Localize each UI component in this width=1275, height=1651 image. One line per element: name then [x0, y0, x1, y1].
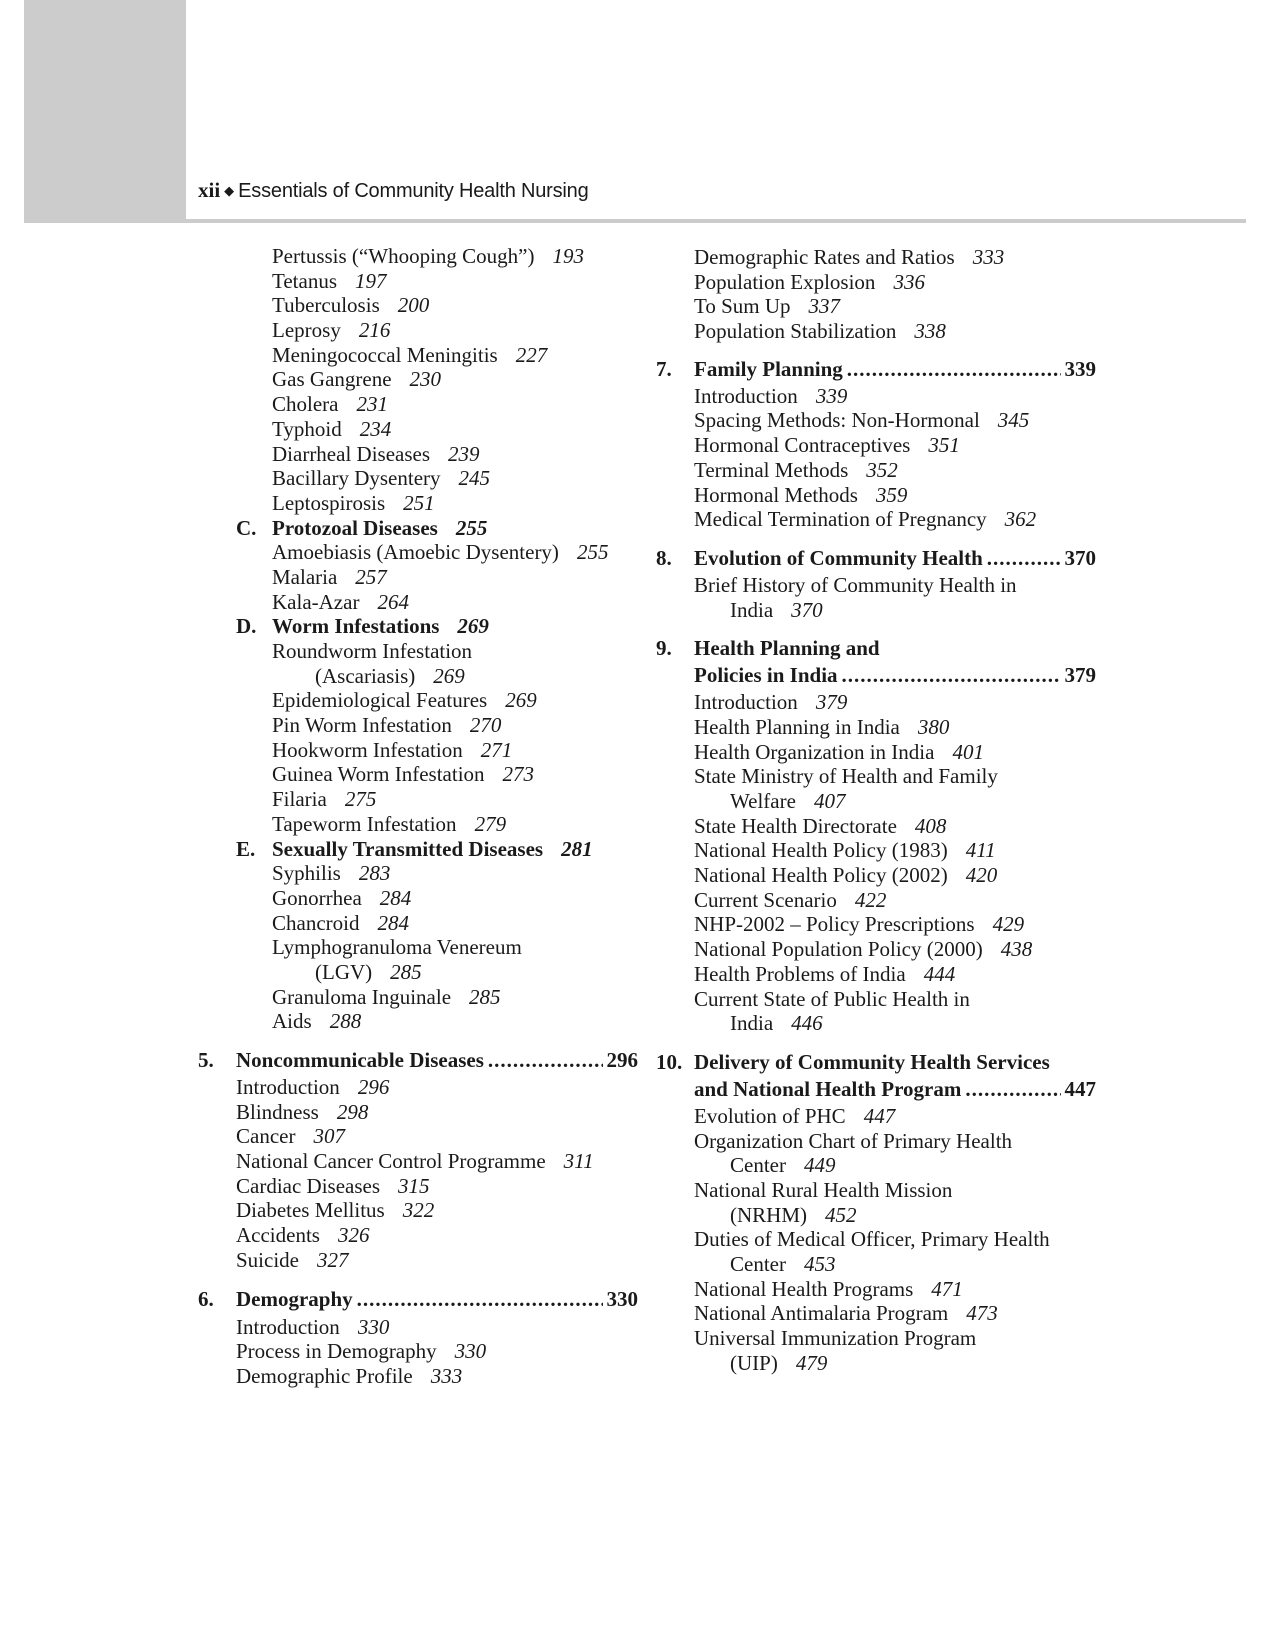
entry-title: Typhoid [272, 416, 342, 441]
section-title: Sexually Transmitted Diseases [272, 836, 544, 861]
chapter-6-continued-entries [656, 244, 1096, 343]
section-d-entries [198, 688, 638, 836]
toc-entry [656, 408, 1096, 433]
entry-title: Center [730, 1153, 786, 1178]
entry-title: Population Stabilization [694, 319, 897, 344]
entry-title: Roundworm Infestation [272, 639, 473, 663]
entry-title: Accidents [236, 1223, 320, 1248]
toc-entry [198, 713, 638, 738]
entry-title: (LGV) [315, 959, 373, 984]
entry-title: Diarrheal Diseases [272, 441, 431, 466]
toc-entry [198, 861, 638, 886]
entry-page: 471 [931, 1276, 963, 1301]
toc-entry-line2 [656, 1153, 1096, 1178]
entry-title: National Rural Health Mission [694, 1177, 953, 1202]
entry-page: 285 [390, 959, 422, 984]
entry-title: National Health Policy (1983) [694, 838, 948, 863]
entry-title: Medical Termination of Pregnancy [694, 507, 987, 532]
entry-title: Meningococcal Meningitis [272, 342, 498, 367]
toc-entry [198, 1198, 638, 1223]
toc-entry [198, 343, 638, 368]
toc-entry-line1 [656, 1129, 1096, 1154]
entry-title: Syphilis [272, 861, 341, 886]
toc-entry [656, 507, 1096, 532]
chapter-page: 296 [606, 1048, 638, 1072]
entry-page: 296 [357, 1075, 390, 1099]
dot-leader [357, 1287, 603, 1312]
chapter-9-entries-b [656, 814, 1096, 987]
toc-entry [198, 491, 638, 516]
entry-page: 473 [966, 1301, 998, 1326]
entry-page: 333 [430, 1363, 463, 1388]
entry-title: Guinea Worm Infestation [272, 762, 485, 787]
entry-page: 420 [965, 863, 998, 888]
toc-entry-line2 [656, 1252, 1096, 1277]
entry-title: (NRHM) [730, 1202, 807, 1227]
section-e-entries-2 [198, 985, 638, 1034]
entry-title: Amoebiasis (Amoebic Dysentery) [272, 540, 559, 565]
entry-page: 401 [952, 739, 984, 764]
toc-entry [656, 384, 1096, 409]
entry-title: Cardiac Diseases [236, 1173, 381, 1198]
entry-title: India [730, 1011, 774, 1036]
entry-title: Malaria [272, 564, 338, 589]
toc-entry [656, 1301, 1096, 1326]
toc-left-column [198, 244, 638, 1388]
toc-entry-line2 [656, 1351, 1096, 1376]
toc-entry [198, 1149, 638, 1174]
entry-title: National Population Policy (2000) [694, 937, 983, 962]
entry-title: Gonorrhea [272, 885, 362, 910]
entry-title: Evolution of PHC [694, 1103, 846, 1128]
chapter-page: 339 [1064, 356, 1096, 381]
chapter-7-entries [656, 384, 1096, 532]
entry-page: 326 [337, 1223, 370, 1248]
entry-page: 288 [329, 1009, 362, 1034]
chapter-number: 6. [198, 1286, 214, 1311]
section-letter: C. [236, 515, 257, 540]
entry-page: 255 [576, 540, 609, 565]
entry-title: Bacillary Dysentery [272, 466, 441, 491]
toc-entry [656, 293, 1096, 318]
toc-entry-line1 [656, 1326, 1096, 1351]
entry-title: Blindness [236, 1099, 319, 1124]
entry-page: 285 [469, 984, 501, 1009]
toc-entry [656, 838, 1096, 863]
section-c-entries [198, 540, 638, 614]
toc-entry [198, 1314, 638, 1339]
toc-entry-line1 [656, 987, 1096, 1012]
toc-entry [198, 1075, 638, 1100]
entry-page: 311 [563, 1149, 594, 1174]
entry-title: Pertussis (“Whooping Cough”) [272, 244, 535, 268]
chapter-number: 9. [656, 636, 672, 661]
entry-title: Demographic Profile [236, 1363, 413, 1388]
entry-title: Current Scenario [694, 887, 837, 912]
entry-title: National Health Policy (2002) [694, 863, 948, 888]
entry-title: State Health Directorate [694, 813, 897, 838]
entry-page: 273 [502, 762, 535, 787]
toc-entry [198, 466, 638, 491]
entry-title: Hormonal Methods [694, 482, 858, 507]
dot-leader [965, 1077, 1060, 1102]
entry-title: National Health Programs [694, 1276, 914, 1301]
entry-title: Leprosy [272, 318, 341, 343]
entry-title: Hormonal Contraceptives [694, 433, 911, 458]
entry-page: 330 [357, 1314, 390, 1339]
entry-page: 234 [359, 416, 392, 441]
dot-leader [842, 663, 1061, 688]
entry-title: (UIP) [730, 1350, 778, 1375]
toc-entry [198, 812, 638, 837]
entry-title: Organization Chart of Primary Health [694, 1128, 1013, 1153]
toc-entry [656, 1277, 1096, 1302]
chapter-heading-5 [198, 1048, 638, 1075]
toc-entry-line2 [656, 598, 1096, 623]
entry-title: Center [730, 1252, 786, 1276]
entry-page: 227 [515, 342, 548, 367]
entry-title: Cholera [272, 392, 339, 417]
chapter-heading-10-line2 [656, 1077, 1096, 1104]
chapter-6-entries [198, 1314, 638, 1388]
entry-page: 230 [409, 367, 442, 392]
toc-entry [198, 1223, 638, 1248]
toc-entry [656, 433, 1096, 458]
chapter-10-entries [656, 1277, 1096, 1326]
entry-title: Kala-Azar [272, 589, 360, 614]
chapter-number: 7. [656, 356, 672, 381]
entry-page: 315 [398, 1173, 430, 1198]
section-page: 255 [455, 515, 488, 540]
toc-entry [198, 911, 638, 936]
chapter-number: 10. [656, 1049, 683, 1074]
entry-page: 284 [377, 910, 409, 935]
entry-page: 449 [803, 1153, 836, 1178]
entry-page: 216 [358, 318, 391, 343]
toc-entry [198, 1100, 638, 1125]
entry-page: 422 [854, 887, 887, 912]
chapter-title: Family Planning [694, 356, 843, 381]
chapter-heading-10 [656, 1050, 1096, 1077]
entry-page: 269 [433, 663, 465, 688]
toc-entry [198, 590, 638, 615]
entry-title: Hookworm Infestation [272, 737, 463, 762]
entry-page: 359 [875, 482, 908, 507]
entry-title: National Cancer Control Programme [236, 1149, 546, 1174]
toc-entry [198, 762, 638, 787]
toc-entry [656, 863, 1096, 888]
toc-entry [198, 787, 638, 812]
toc-entry [198, 1338, 638, 1363]
entry-title: Introduction [236, 1314, 340, 1339]
entry-page: 370 [791, 597, 823, 622]
toc-entry [198, 985, 638, 1010]
entry-page: 239 [448, 441, 480, 466]
entry-page: 407 [813, 789, 846, 813]
header-gray-block [24, 0, 186, 223]
toc-entry [198, 1009, 638, 1034]
toc-entry [198, 565, 638, 590]
entry-page: 245 [458, 466, 491, 491]
entry-page: 447 [863, 1103, 896, 1128]
entry-page: 429 [992, 912, 1025, 937]
toc-entry [198, 417, 638, 442]
entry-page: 338 [914, 319, 946, 344]
entry-title: Introduction [236, 1075, 340, 1099]
section-letter: E. [236, 836, 256, 861]
toc-entry-line2 [656, 789, 1096, 814]
toc-entry [656, 937, 1096, 962]
toc-entry [198, 1363, 638, 1388]
entry-page: 352 [866, 457, 898, 482]
entry-title: Cancer [236, 1124, 296, 1149]
toc-entry-line1 [656, 1227, 1096, 1252]
toc-entry-line1 [198, 935, 638, 960]
dot-leader [987, 546, 1061, 571]
entry-page: 193 [552, 244, 584, 268]
chapter-number: 5. [198, 1048, 214, 1072]
entry-page: 200 [397, 293, 430, 318]
entry-page: 345 [997, 408, 1030, 433]
entry-title: Health Problems of India [694, 961, 906, 986]
entry-page: 283 [358, 861, 391, 886]
entry-title: Current State of Public Health in [694, 986, 970, 1011]
chapter-title-line1: Health Planning and [694, 636, 880, 661]
toc-entry-line1 [198, 639, 638, 664]
entry-title: Gas Gangrene [272, 367, 392, 392]
entry-title: Leptospirosis [272, 490, 386, 515]
entry-title: Suicide [236, 1247, 299, 1272]
entry-title: Welfare [730, 789, 796, 813]
entry-title: Health Planning in India [694, 714, 900, 739]
entry-title: Terminal Methods [694, 457, 849, 482]
toc-entry [198, 1248, 638, 1273]
chapter-number: 8. [656, 545, 672, 570]
entry-page: 351 [928, 433, 960, 458]
chapter-page: 379 [1064, 663, 1096, 688]
toc-entry [656, 740, 1096, 765]
toc-entry [656, 318, 1096, 343]
toc-entry [656, 690, 1096, 715]
toc-entry [656, 269, 1096, 294]
toc-entry [198, 886, 638, 911]
entry-page: 453 [803, 1252, 836, 1276]
entry-page: 279 [474, 811, 507, 836]
entry-title: (Ascariasis) [315, 663, 416, 688]
section-b-entries [198, 244, 638, 516]
toc-entry [198, 1174, 638, 1199]
entry-title: NHP-2002 – Policy Prescriptions [694, 912, 975, 937]
entry-page: 337 [808, 294, 841, 319]
section-page: 269 [457, 614, 489, 639]
toc-entry [656, 814, 1096, 839]
chapter-page: 330 [606, 1286, 638, 1311]
chapter-title-line2: and National Health Program [694, 1076, 962, 1101]
toc-entry [656, 483, 1096, 508]
toc-entry [198, 688, 638, 713]
book-title: Essentials of Community Health Nursing [238, 180, 589, 202]
entry-title: Population Explosion [694, 269, 876, 294]
section-title: Protozoal Diseases [272, 515, 438, 540]
entry-page: 251 [403, 490, 435, 515]
chapter-9-entries-a [656, 690, 1096, 764]
entry-page: 379 [815, 690, 848, 715]
toc-entry [198, 318, 638, 343]
toc-entry-line1 [656, 1178, 1096, 1203]
toc-entry [198, 392, 638, 417]
entry-title: Granuloma Inguinale [272, 984, 452, 1009]
section-title: Worm Infestations [272, 614, 440, 639]
entry-page: 231 [356, 392, 388, 417]
toc-entry [198, 1124, 638, 1149]
entry-page: 275 [344, 787, 377, 812]
section-e-entries [198, 861, 638, 935]
entry-page: 327 [317, 1247, 349, 1272]
entry-page: 298 [336, 1099, 369, 1124]
toc-right-column [656, 244, 1096, 1375]
toc-entry [198, 540, 638, 565]
entry-page: 362 [1004, 507, 1037, 532]
toc-entry-line1 [656, 573, 1096, 598]
section-heading-d [198, 614, 638, 639]
entry-title: Tetanus [272, 268, 338, 293]
entry-title: Demographic Rates and Ratios [694, 245, 955, 269]
entry-page: 270 [469, 713, 502, 738]
entry-page: 452 [825, 1202, 857, 1227]
entry-page: 339 [815, 383, 848, 408]
entry-title: National Antimalaria Program [694, 1301, 949, 1326]
entry-title: Universal Immunization Program [694, 1326, 977, 1351]
entry-page: 380 [917, 714, 950, 739]
entry-title: Health Organization in India [694, 739, 935, 764]
toc-entry [656, 888, 1096, 913]
toc-entry [198, 738, 638, 763]
section-heading-e [198, 837, 638, 862]
entry-page: 438 [1000, 937, 1033, 962]
dot-leader [847, 357, 1061, 382]
entry-page: 446 [791, 1011, 823, 1036]
entry-page: 264 [377, 589, 409, 614]
entry-title: India [730, 597, 774, 622]
chapter-title-line2: Policies in India [694, 663, 838, 688]
toc-entry [656, 458, 1096, 483]
toc-entry [656, 715, 1096, 740]
entry-title: Tuberculosis [272, 293, 380, 318]
chapter-page: 370 [1064, 545, 1096, 570]
chapter-heading-9-line2 [656, 663, 1096, 690]
entry-title: Chancroid [272, 910, 360, 935]
toc-entry [656, 244, 1096, 269]
entry-title: To Sum Up [694, 294, 791, 319]
toc-entry [198, 442, 638, 467]
entry-page: 444 [923, 961, 956, 986]
entry-title: Pin Worm Infestation [272, 713, 452, 738]
toc-entry-line1 [656, 764, 1096, 789]
entry-page: 479 [795, 1350, 828, 1375]
toc-entry [198, 269, 638, 294]
toc-entry [656, 912, 1096, 937]
chapter-heading-9 [656, 636, 1096, 663]
page-number: xii [198, 178, 221, 202]
diamond-separator-icon: ◆ [224, 184, 235, 199]
toc-entry [198, 244, 638, 269]
entry-title: Lymphogranuloma Venereum [272, 935, 522, 960]
entry-page: 411 [965, 838, 996, 863]
entry-title: State Ministry of Health and Family [694, 764, 998, 789]
header-rule [186, 219, 1246, 223]
chapter-heading-6 [198, 1287, 638, 1314]
entry-page: 333 [972, 245, 1005, 269]
entry-title: Aids [272, 1009, 312, 1034]
chapter-title: Demography [236, 1286, 353, 1311]
chapter-title-line1: Delivery of Community Health Services [694, 1049, 1050, 1074]
section-heading-c [198, 516, 638, 541]
entry-page: 408 [914, 813, 947, 838]
dot-leader [488, 1048, 603, 1073]
entry-page: 197 [355, 268, 387, 293]
toc-entry [656, 962, 1096, 987]
section-letter: D. [236, 614, 257, 639]
chapter-heading-7 [656, 357, 1096, 384]
entry-page: 336 [893, 269, 925, 294]
entry-page: 322 [402, 1198, 435, 1223]
entry-title: Introduction [694, 383, 798, 408]
entry-title: Tapeworm Infestation [272, 811, 457, 836]
entry-title: Epidemiological Features [272, 688, 488, 713]
entry-page: 330 [454, 1339, 487, 1364]
entry-title: Process in Demography [236, 1339, 437, 1364]
section-page: 281 [561, 836, 593, 861]
entry-title: Diabetes Mellitus [236, 1198, 385, 1223]
toc-entry-line2 [198, 664, 638, 689]
chapter-title: Evolution of Community Health [694, 545, 983, 570]
entry-title: Introduction [694, 690, 798, 715]
entry-title: Spacing Methods: Non-Hormonal [694, 408, 980, 433]
toc-entry [198, 293, 638, 318]
entry-page: 269 [505, 688, 537, 713]
running-head [198, 178, 589, 203]
chapter-page: 447 [1064, 1076, 1096, 1101]
entry-page: 257 [355, 564, 387, 589]
entry-page: 271 [480, 737, 513, 762]
chapter-title: Noncommunicable Diseases [236, 1048, 484, 1072]
toc-entry [656, 1104, 1096, 1129]
entry-title: Brief History of Community Health in [694, 572, 1017, 597]
entry-title: Filaria [272, 787, 327, 812]
entry-page: 307 [313, 1124, 345, 1149]
chapter-heading-8 [656, 546, 1096, 573]
toc-entry-line2 [656, 1203, 1096, 1228]
toc-entry [198, 367, 638, 392]
chapter-5-entries [198, 1075, 638, 1273]
toc-entry-line2 [656, 1011, 1096, 1036]
entry-title: Duties of Medical Officer, Primary Health [694, 1227, 1050, 1252]
entry-page: 284 [379, 885, 412, 910]
toc-entry-line2 [198, 960, 638, 985]
